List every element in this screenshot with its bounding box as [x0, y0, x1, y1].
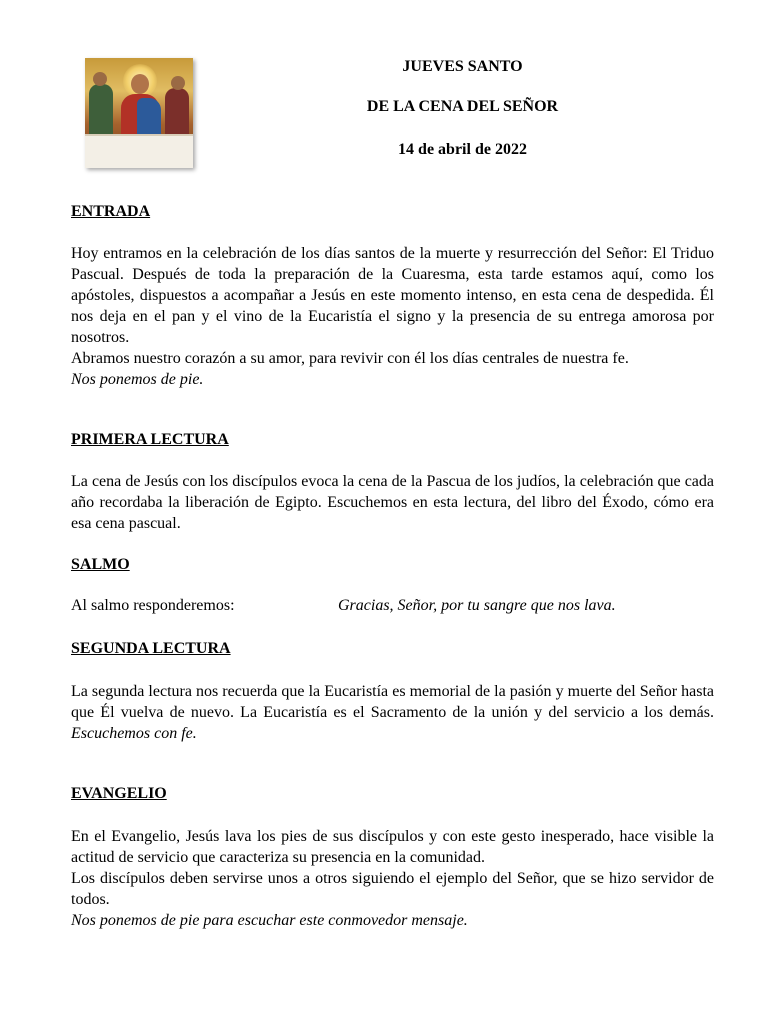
evangelio-instruction: Nos ponemos de pie para escuchar este conmovedor mensaje. [71, 912, 468, 929]
heading-salmo: SALMO [71, 556, 130, 573]
entrada-paragraph-1: Hoy entramos en la celebración de los días santos de la muerte y resurrección del Señor: El Triduo Pascual. Después de toda la preparación de la Cuaresma, esta tarde estamos aquí, como los apóstoles, dispuestos a acompañar a Jesús en este momento intenso, en esta cena de despedida. Él nos deja en el pan y el vino de la Eucaristía el signo y la presencia de su entrega amorosa por nosotros. [71, 245, 714, 346]
entrada-instruction: Nos ponemos de pie. [71, 371, 204, 388]
primera-lectura-paragraph: La cena de Jesús con los discípulos evoca la cena de la Pascua de los judíos, la celebración que cada año recordaba la liberación de Egipto. Escuchemos en esta lectura, del libro del Éxodo, cómo era esa cena pascual. [71, 473, 714, 532]
segunda-lectura-paragraph [71, 681, 714, 744]
entrada-paragraph-2: Abramos nuestro corazón a su amor, para revivir con él los días centrales de nuestra fe. [71, 350, 629, 367]
segunda-lectura-body: La segunda lectura nos recuerda que la Eucaristía es memorial de la pasión y muerte del Señor hasta que Él vuelva de nuevo. La Eucaristía es el Sacramento de la unión y del servicio a los demás. [71, 683, 714, 721]
salmo-label: Al salmo responderemos: [71, 597, 235, 614]
evangelio-paragraph-2: Los discípulos deben servirse unos a otros siguiendo el ejemplo del Señor, que se hizo servidor de todos. [71, 870, 714, 908]
entrada-text [71, 243, 714, 390]
salmo-response: Gracias, Señor, por tu sangre que nos lava. [338, 597, 616, 614]
segunda-lectura-instruction: Escuchemos con fe. [71, 725, 197, 742]
evangelio-paragraph-1: En el Evangelio, Jesús lava los pies de sus discípulos y con este gesto inesperado, hace visible la actitud de servicio que caracteriza su presencia en la comunidad. [71, 828, 714, 866]
heading-evangelio: EVANGELIO [71, 785, 167, 802]
heading-primera-lectura: PRIMERA LECTURA [71, 431, 229, 448]
segunda-lectura-text [71, 681, 714, 744]
primera-lectura-text [71, 471, 714, 534]
evangelio-text [71, 826, 714, 931]
last-supper-image [85, 58, 193, 168]
title-line-1: JUEVES SANTO [402, 58, 523, 75]
title-line-2: DE LA CENA DEL SEÑOR [366, 98, 559, 115]
heading-segunda-lectura: SEGUNDA LECTURA [71, 640, 231, 657]
heading-entrada: ENTRADA [71, 203, 151, 220]
date-line: 14 de abril de 2022 [398, 141, 527, 158]
